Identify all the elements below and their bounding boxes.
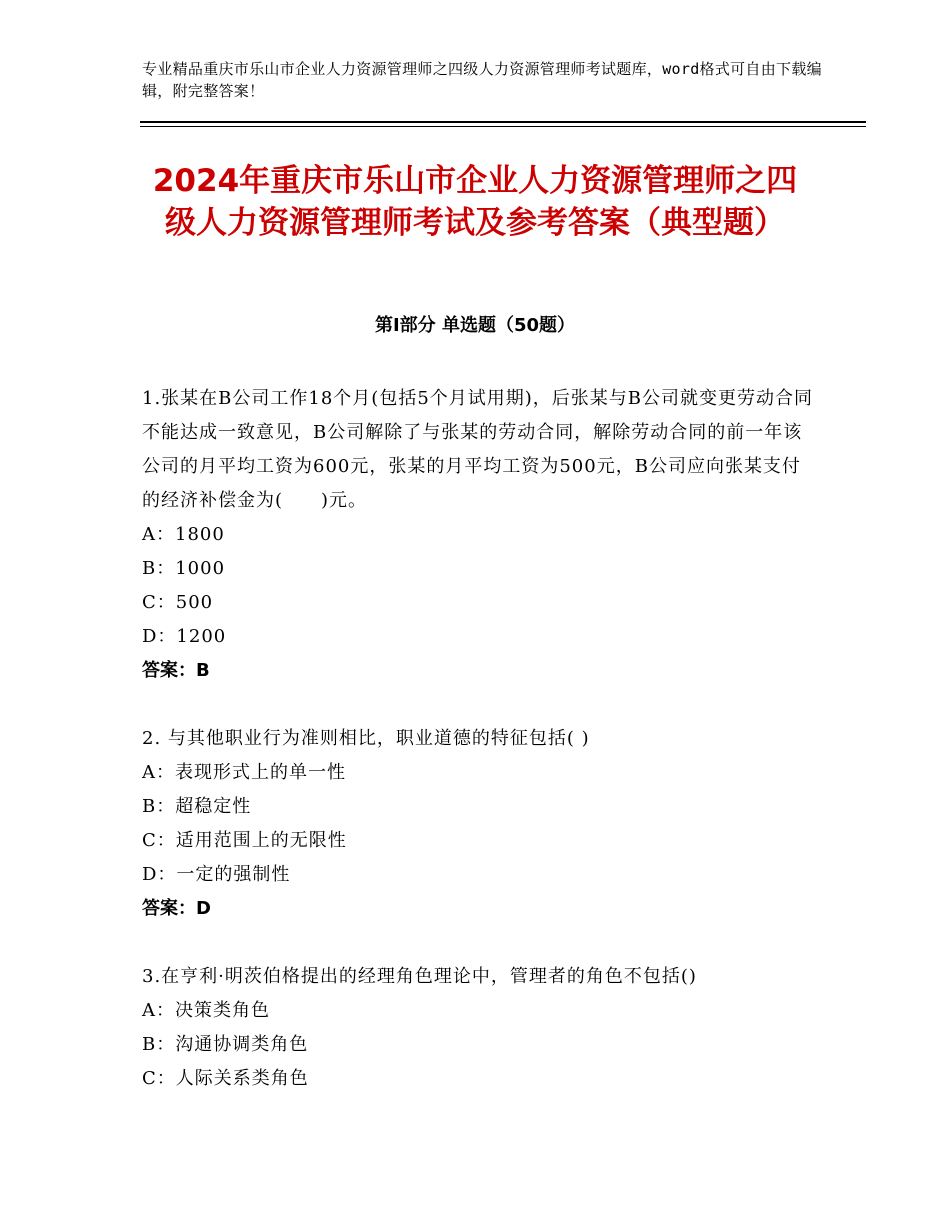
document-title: 2024年重庆市乐山市企业人力资源管理师之四级人力资源管理师考试及参考答案（典型题） xyxy=(152,163,798,241)
option-a: A：1800 xyxy=(142,524,225,545)
header-rule-thick xyxy=(140,121,866,123)
header-note: 专业精品重庆市乐山市企业人力资源管理师之四级人力资源管理师考试题库，word格式可自由下载编辑，附完整答案！ xyxy=(142,60,822,100)
answer: 答案：D xyxy=(142,898,211,919)
question-stem: 2. 与其他职业行为准则相比，职业道德的特征包括( ) xyxy=(142,728,590,749)
option-b: B：1000 xyxy=(142,558,226,579)
answer: 答案：B xyxy=(142,660,210,681)
option-a: A：表现形式上的单一性 xyxy=(142,762,346,783)
option-c: C：适用范围上的无限性 xyxy=(142,830,347,851)
question-1 xyxy=(142,382,814,688)
section-title: 第Ⅰ部分 单选题（50题） xyxy=(374,315,575,336)
question-stem: 3.在亨利·明茨伯格提出的经理角色理论中，管理者的角色不包括() xyxy=(142,966,697,987)
option-c: C：人际关系类角色 xyxy=(142,1068,309,1089)
header-rule-thin xyxy=(140,126,866,127)
question-2 xyxy=(142,722,814,926)
question-3 xyxy=(142,960,814,1096)
option-d: D：1200 xyxy=(142,626,227,647)
option-d: D：一定的强制性 xyxy=(142,864,291,885)
option-b: B：超稳定性 xyxy=(142,796,252,817)
question-stem: 1.张某在B公司工作18个月(包括5个月试用期)，后张某与B公司就变更劳动合同不能达成一致意见，B公司解除了与张某的劳动合同，解除劳动合同的前一年该公司的月平均工资为600元，张某的月平均工资为500元，B公司应向张某支付的经济补偿金为( )元。 xyxy=(142,388,814,511)
option-b: B：沟通协调类角色 xyxy=(142,1034,309,1055)
option-c: C：500 xyxy=(142,592,214,613)
option-a: A：决策类角色 xyxy=(142,1000,270,1021)
question-list xyxy=(142,382,814,1130)
